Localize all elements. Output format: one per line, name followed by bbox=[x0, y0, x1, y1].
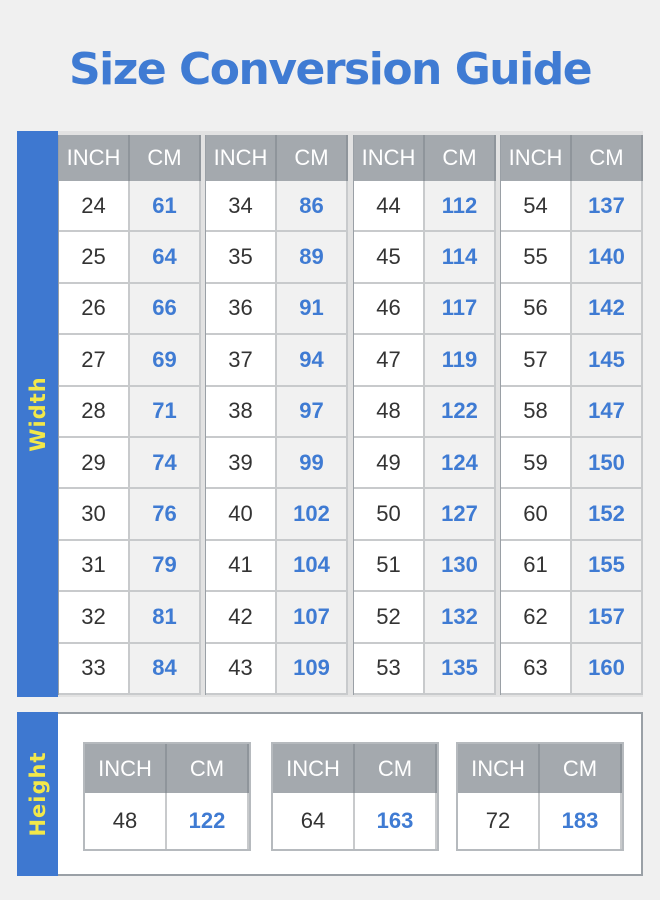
inch-value: 39 bbox=[206, 438, 277, 489]
inch-value: 29 bbox=[59, 438, 130, 489]
cm-value: 61 bbox=[130, 181, 201, 232]
height-label: Height bbox=[25, 751, 50, 837]
cm-value: 91 bbox=[277, 284, 348, 335]
inch-value: 54 bbox=[501, 181, 572, 232]
inch-value: 31 bbox=[59, 541, 130, 592]
cm-value: 163 bbox=[355, 793, 437, 849]
inch-value: 49 bbox=[354, 438, 425, 489]
inch-value: 52 bbox=[354, 592, 425, 643]
cm-value: 117 bbox=[425, 284, 496, 335]
cm-value: 66 bbox=[130, 284, 201, 335]
inch-value: 33 bbox=[59, 644, 130, 695]
cm-value: 150 bbox=[572, 438, 643, 489]
inch-value: 42 bbox=[206, 592, 277, 643]
inch-value: 30 bbox=[59, 489, 130, 540]
cm-value: 84 bbox=[130, 644, 201, 695]
cm-value: 79 bbox=[130, 541, 201, 592]
cm-value: 64 bbox=[130, 232, 201, 283]
cm-value: 140 bbox=[572, 232, 643, 283]
cm-value: 152 bbox=[572, 489, 643, 540]
cm-value: 94 bbox=[277, 335, 348, 386]
cm-value: 97 bbox=[277, 387, 348, 438]
height-conversion-table bbox=[456, 742, 624, 851]
inch-value: 25 bbox=[59, 232, 130, 283]
inch-value: 27 bbox=[59, 335, 130, 386]
cm-value: 124 bbox=[425, 438, 496, 489]
cm-value: 109 bbox=[277, 644, 348, 695]
inch-value: 63 bbox=[501, 644, 572, 695]
cm-value: 89 bbox=[277, 232, 348, 283]
cm-value: 69 bbox=[130, 335, 201, 386]
inch-value: 72 bbox=[458, 793, 540, 849]
cm-value: 147 bbox=[572, 387, 643, 438]
inch-header: INCH bbox=[85, 744, 167, 793]
cm-value: 104 bbox=[277, 541, 348, 592]
cm-value: 71 bbox=[130, 387, 201, 438]
cm-value: 107 bbox=[277, 592, 348, 643]
inch-value: 53 bbox=[354, 644, 425, 695]
inch-value: 61 bbox=[501, 541, 572, 592]
inch-value: 32 bbox=[59, 592, 130, 643]
inch-header: INCH bbox=[273, 744, 355, 793]
inch-value: 55 bbox=[501, 232, 572, 283]
cm-value: 130 bbox=[425, 541, 496, 592]
cm-value: 114 bbox=[425, 232, 496, 283]
inch-value: 51 bbox=[354, 541, 425, 592]
cm-value: 135 bbox=[425, 644, 496, 695]
inch-value: 64 bbox=[273, 793, 355, 849]
inch-header: INCH bbox=[458, 744, 540, 793]
cm-value: 76 bbox=[130, 489, 201, 540]
cm-value: 155 bbox=[572, 541, 643, 592]
inch-value: 60 bbox=[501, 489, 572, 540]
width-label: Width bbox=[25, 376, 50, 452]
inch-value: 48 bbox=[354, 387, 425, 438]
inch-value: 57 bbox=[501, 335, 572, 386]
inch-value: 40 bbox=[206, 489, 277, 540]
inch-value: 44 bbox=[354, 181, 425, 232]
inch-value: 28 bbox=[59, 387, 130, 438]
inch-value: 45 bbox=[354, 232, 425, 283]
inch-value: 24 bbox=[59, 181, 130, 232]
height-conversion-table bbox=[83, 742, 251, 851]
width-side-bar bbox=[17, 131, 58, 697]
width-conversion-table bbox=[353, 135, 496, 695]
inch-value: 43 bbox=[206, 644, 277, 695]
inch-value: 38 bbox=[206, 387, 277, 438]
cm-value: 74 bbox=[130, 438, 201, 489]
cm-value: 160 bbox=[572, 644, 643, 695]
cm-header: CM bbox=[277, 135, 348, 181]
cm-header: CM bbox=[355, 744, 437, 793]
inch-value: 36 bbox=[206, 284, 277, 335]
cm-header: CM bbox=[425, 135, 496, 181]
inch-value: 47 bbox=[354, 335, 425, 386]
width-conversion-table bbox=[58, 135, 201, 695]
height-conversion-table bbox=[271, 742, 439, 851]
cm-value: 119 bbox=[425, 335, 496, 386]
width-conversion-table bbox=[205, 135, 348, 695]
inch-value: 37 bbox=[206, 335, 277, 386]
cm-value: 122 bbox=[425, 387, 496, 438]
inch-value: 34 bbox=[206, 181, 277, 232]
width-conversion-table bbox=[500, 135, 643, 695]
cm-value: 145 bbox=[572, 335, 643, 386]
inch-header: INCH bbox=[354, 135, 425, 181]
cm-value: 183 bbox=[540, 793, 622, 849]
inch-value: 58 bbox=[501, 387, 572, 438]
cm-value: 112 bbox=[425, 181, 496, 232]
inch-header: INCH bbox=[206, 135, 277, 181]
cm-value: 122 bbox=[167, 793, 249, 849]
cm-value: 132 bbox=[425, 592, 496, 643]
height-side-bar bbox=[17, 712, 58, 876]
page-title: Size Conversion Guide bbox=[68, 44, 592, 95]
cm-header: CM bbox=[540, 744, 622, 793]
width-table-section bbox=[17, 131, 643, 697]
cm-header: CM bbox=[572, 135, 643, 181]
height-table-section bbox=[17, 712, 643, 876]
inch-value: 50 bbox=[354, 489, 425, 540]
inch-value: 48 bbox=[85, 793, 167, 849]
inch-value: 35 bbox=[206, 232, 277, 283]
inch-value: 46 bbox=[354, 284, 425, 335]
cm-value: 102 bbox=[277, 489, 348, 540]
inch-header: INCH bbox=[501, 135, 572, 181]
inch-value: 62 bbox=[501, 592, 572, 643]
cm-value: 157 bbox=[572, 592, 643, 643]
inch-header: INCH bbox=[59, 135, 130, 181]
cm-value: 81 bbox=[130, 592, 201, 643]
inch-value: 56 bbox=[501, 284, 572, 335]
cm-header: CM bbox=[130, 135, 201, 181]
inch-value: 26 bbox=[59, 284, 130, 335]
inch-value: 59 bbox=[501, 438, 572, 489]
inch-value: 41 bbox=[206, 541, 277, 592]
cm-value: 142 bbox=[572, 284, 643, 335]
cm-header: CM bbox=[167, 744, 249, 793]
cm-value: 99 bbox=[277, 438, 348, 489]
cm-value: 86 bbox=[277, 181, 348, 232]
cm-value: 127 bbox=[425, 489, 496, 540]
cm-value: 137 bbox=[572, 181, 643, 232]
